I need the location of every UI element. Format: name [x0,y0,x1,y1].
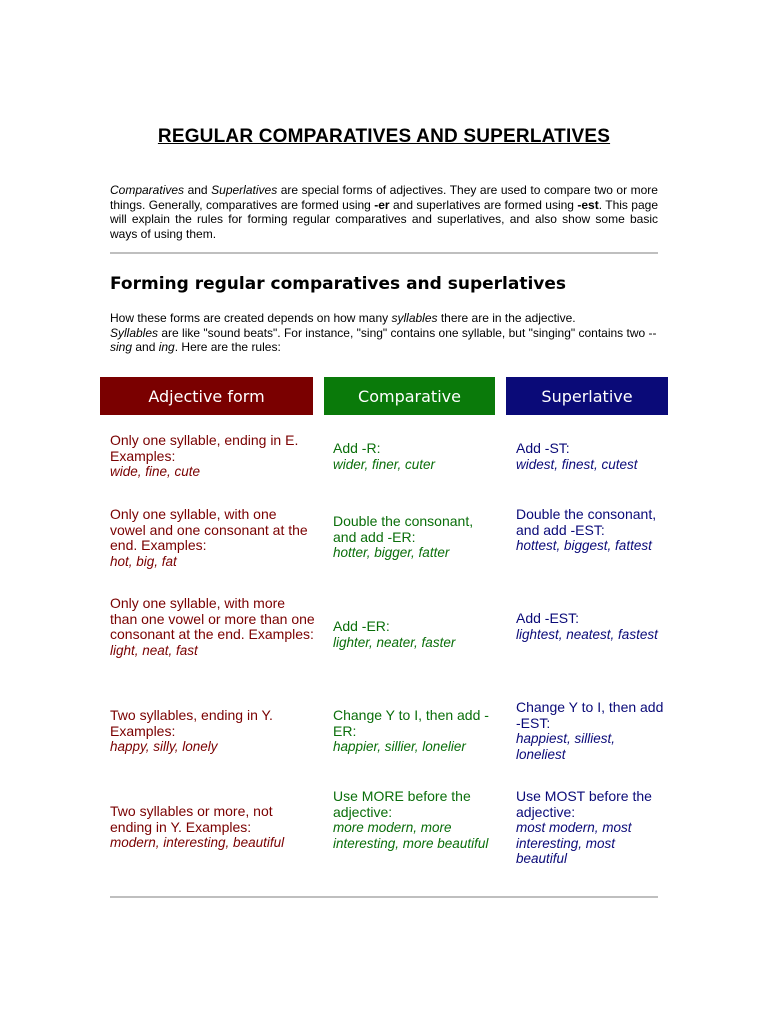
header-superlative: Superlative [506,377,668,415]
row4-comparative-cell [333,708,493,755]
rule-text: Two syllables or more, not ending in Y. Examples: [110,803,273,835]
rule-text: Double the consonant, and add -ER: [333,513,474,545]
rule-text: Only one syllable, with more than one vowel or more than one consonant at the end. Examples: [110,595,315,642]
examples-text: widest, finest, cutest [516,456,638,472]
intro-suffix-er: -er [374,197,390,212]
row4-adjective-cell [110,708,315,755]
rule-text: Only one syllable, with one vowel and one consonant at the end. Examples: [110,506,308,553]
header-comparative: Comparative [324,377,495,415]
intro-text: are special forms of adjectives. They are used to compare two or more things. Generally, comparatives are formed using [110,183,658,212]
examples-text: lightest, neatest, fastest [516,626,658,642]
page-title: REGULAR COMPARATIVES AND SUPERLATIVES [157,126,611,147]
rules-text: and [132,340,159,354]
examples-text: more modern, more interesting, more beautiful [333,820,489,851]
rule-text: Change Y to I, then add -EST: [516,699,664,731]
intro-term-comparatives: Comparatives [110,183,185,197]
row5-superlative-cell [516,789,666,867]
rule-text: Add -EST: [516,610,580,626]
rules-text: are like "sound beats". For instance, "sing" contains one syllable, but "singing" contains two -- [158,325,657,340]
rule-text: Add -ER: [333,618,390,634]
rule-text: Change Y to I, then add -ER: [333,707,489,739]
intro-text: and superlatives are formed using [389,197,578,212]
intro-text: . This page will explain the rules for forming regular comparatives and superlatives, and also show some basic ways of using them. [110,197,659,241]
rules-term: ing [158,340,175,354]
examples-text: lighter, neater, faster [333,634,456,650]
examples-text: hotter, bigger, fatter [333,545,450,560]
row2-superlative-cell [516,507,666,554]
rules-text: . Here are the rules: [174,340,281,354]
row2-comparative-cell [333,514,493,561]
examples-text: wider, finer, cuter [333,456,436,472]
rule-text: Only one syllable, ending in E. Examples: [110,432,299,464]
examples-text: happiest, silliest, loneliest [516,731,616,762]
rule-text: Two syllables, ending in Y. Examples: [110,707,273,739]
examples-text: happy, silly, lonely [110,739,218,754]
rule-text: Use MORE before the adjective: [333,788,471,820]
rules-text: there are in the adjective. [437,311,576,325]
divider [110,252,658,254]
row3-adjective-cell [110,596,315,658]
rule-text: Add -R: [333,440,381,456]
examples-text: happier, sillier, lonelier [333,739,466,754]
rule-text: Double the consonant, and add -EST: [516,506,657,538]
rules-term: sing [110,340,133,354]
header-adjective-form: Adjective form [100,377,313,415]
row3-superlative-cell [516,611,666,642]
divider [110,896,658,898]
row2-adjective-cell [110,507,315,569]
rules-paragraph [110,311,658,355]
row5-adjective-cell [110,804,315,851]
row1-superlative-cell [516,441,666,472]
row3-comparative-cell [333,619,493,650]
section-heading: Forming regular comparatives and superlatives [110,274,567,294]
intro-paragraph [110,183,658,241]
rule-text: Use MOST before the adjective: [516,788,652,820]
row1-comparative-cell [333,441,493,472]
rules-term: syllables [391,311,438,325]
rules-text: How these forms are created depends on how many [110,311,392,325]
examples-text: most modern, most interesting, most beautiful [516,820,632,866]
intro-term-superlatives: Superlatives [211,183,278,197]
examples-text: hottest, biggest, fattest [516,538,652,553]
examples-text: wide, fine, cute [110,464,201,479]
examples-text: light, neat, fast [110,642,198,658]
rule-text: Add -ST: [516,440,570,456]
examples-text: hot, big, fat [110,553,177,569]
intro-text: and [184,183,212,197]
row4-superlative-cell [516,700,666,762]
intro-suffix-est: -est [577,197,599,212]
rules-term: Syllables [110,325,159,340]
examples-text: modern, interesting, beautiful [110,835,285,850]
row1-adjective-cell [110,433,315,480]
row5-comparative-cell [333,789,493,851]
